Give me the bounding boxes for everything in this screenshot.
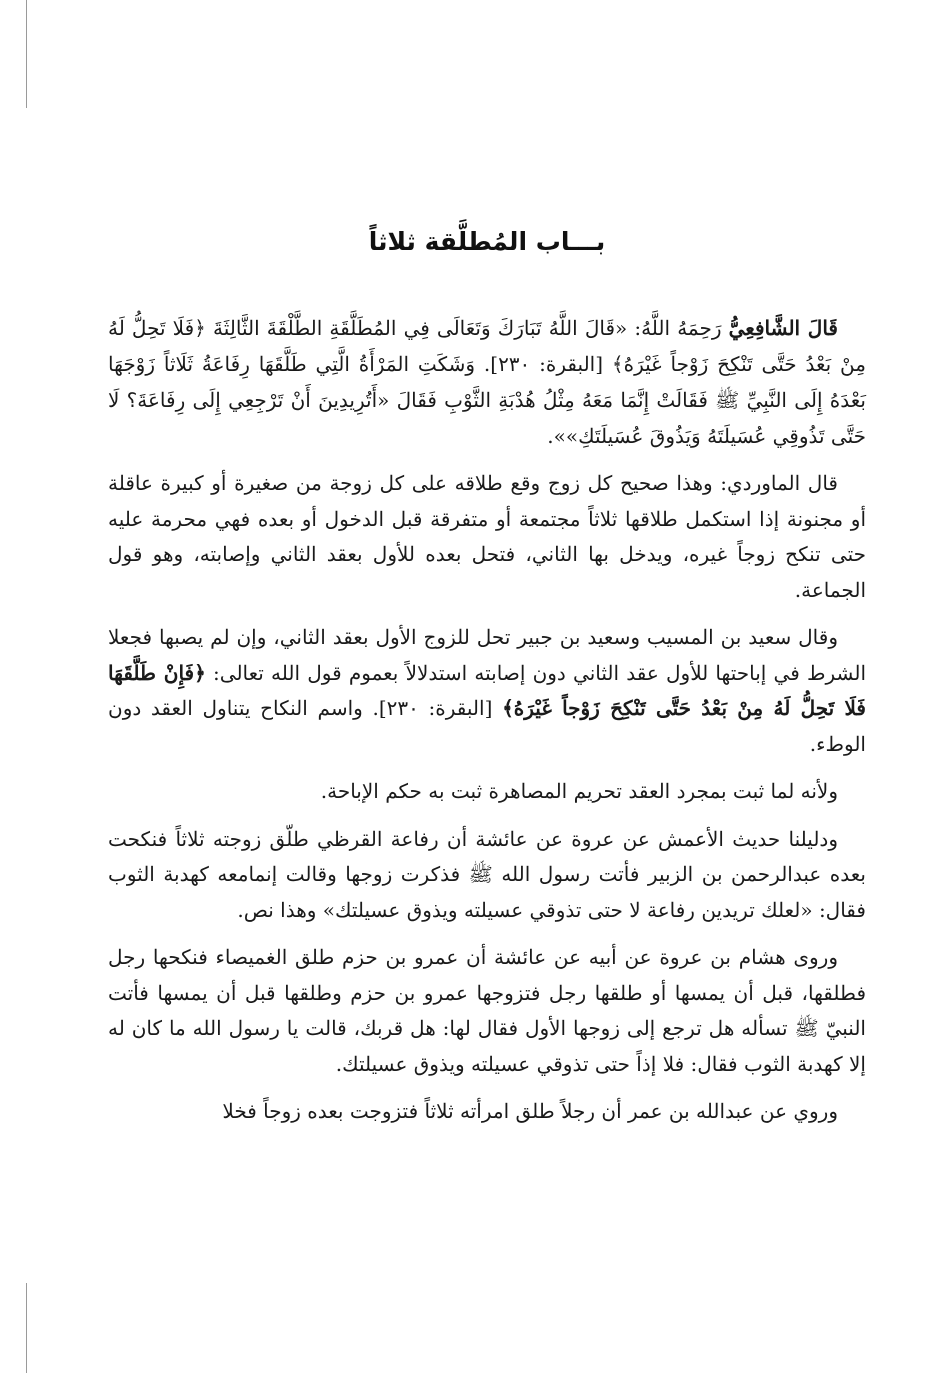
paragraph-text: ودليلنا حديث الأعمش عن عروة عن عائشة أن رفاعة القرظي طلّق زوجته ثلاثاً فنكحت بعده عبدالرحمن بن الزبير فأتت رسول الله ﷺ فذكرت زوجها وقالت إنمامعه كهدبة الثوب فقال: «لعلك تريدين رفاعة لا حتى تذوقي عسيلته ويذوق عسيلتك» وهذا نص. [108,826,866,922]
paragraph-text: وروي عن عبدالله بن عمر أن رجلاً طلق امرأته ثلاثاً فتزوجت بعده زوجاً فخلا [222,1099,838,1123]
paragraph-text: ولأنه لما ثبت بمجرد العقد تحريم المصاهرة ثبت به حكم الإباحة. [320,779,838,803]
paragraph-saeed [108,620,866,762]
paragraph-evidence [108,822,866,929]
margin-rule-bottom [26,1283,27,1373]
paragraph-ibn-umar [108,1094,866,1130]
paragraph-text: رَحِمَهُ اللَّهُ: «قَالَ اللَّهُ تَبَارَكَ وَتَعَالَى فِي المُطَلَّقَةِ الطَّلْقَةَ الثَّالِثَةَ ﴿فَلَا تَحِلُّ لَهُ مِنْ بَعْدُ حَتَّى تَنْكِحَ زَوْجاً غَيْرَهُ﴾ [البقرة: ٢٣٠]. وَشَكَتِ المَرْأَةُ الَّتِي طَلَّقَهَا رِفَاعَةُ ثَلَاثاً زَوْجَهَا بَعْدَهُ إِلَى النَّبِيِّ ﷺ فَقَالَتْ إِنَّمَا مَعَهُ مِثْلُ هُدْبَةِ الثَّوْبِ فَقَالَ «أَتُرِيدِينَ أَنْ تَرْجِعِي إِلَى رِفَاعَةَ؟ لَا حَتَّى تَذُوقِي عُسَيلَتَهُ وَيَذُوقَ عُسَيلَتَكِ»». [108,316,866,448]
paragraph-shafii-quote [108,310,866,454]
quran-verse: ﴿فَإِنْ طَلَّقَهَا فَلَا تَحِلُّ لَهُ مِنْ بَعْدُ حَتَّى تَنْكِحَ زَوْجاً غَيْرَهُ﴾ [108,660,866,720]
paragraph-hisham [108,940,866,1082]
paragraph-musahara [108,774,866,810]
paragraph-text: وروى هشام بن عروة عن أبيه عن عائشة أن عمرو بن حزم طلق الغميصاء فنكحها رجل فطلقها، قبل أن يمسها أو طلقها رجل فتزوجها عمرو بن حزم وطلقها قبل أن يمسها فأتت النبيّ ﷺ تسأله هل ترجع إلى زوجها الأول فقال لها: هل قربك، قالت يا رسول الله ما كان له إلا كهدبة الثوب فقال: فلا إذاً حتى تذوقي عسيلته ويذوق عسيلتك. [108,945,867,1076]
paragraph-text: [البقرة: ٢٣٠]. واسم النكاح يتناول العقد دون الوطء. [108,696,866,756]
margin-rule-top [26,0,27,108]
body-text [108,310,866,1130]
paragraph-text: قال الماوردي: وهذا صحيح كل زوج وقع طلاقه على كل زوجة من صغيرة أو كبيرة عاقلة أو مجنونة إذا استكمل طلاقها ثلاثاً مجتمعة أو متفرقة قبل الدخول أو بعده فهي محرمة عليه حتى تنكح زوجاً غيره، ويدخل بها الثاني، فتحل بعده للأول بعقد الثاني وإصابته، وهو قول الجماعة. [108,471,866,602]
paragraph-mawardi [108,466,866,608]
paragraph-text: وقال سعيد بن المسيب وسعيد بن جبير تحل للزوج الأول بعقد الثاني، وإن لم يصبها فجعلا الشرط في إباحتها للأول عقد الثاني دون إصابته استدلالاً بعموم قول الله تعالى: [108,625,866,685]
speaker-name: قَالَ الشَّافِعِيُّ [728,316,838,340]
chapter-title: بـــاب المُطلَّقة ثلاثاً [368,227,606,256]
